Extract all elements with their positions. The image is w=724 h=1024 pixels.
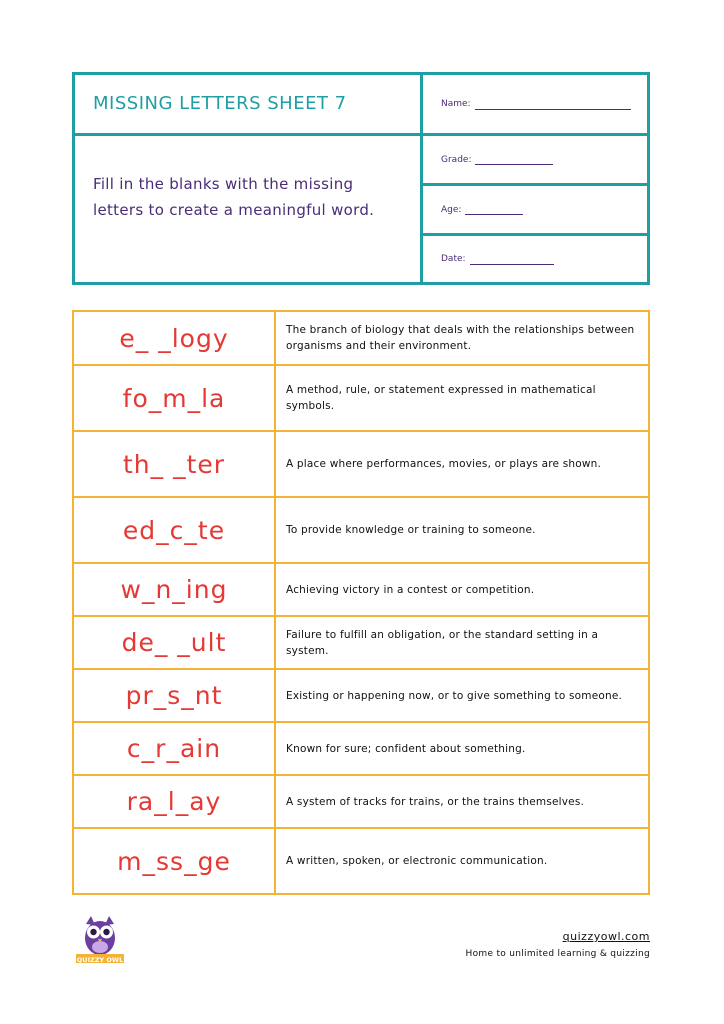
footer-brand (466, 930, 651, 959)
grade-blank[interactable] (475, 154, 553, 165)
table-row (74, 312, 648, 366)
table-row (74, 617, 648, 670)
missing-letter-word[interactable]: m_ss_ge (74, 829, 276, 893)
missing-letter-word[interactable]: pr_s_nt (74, 670, 276, 721)
table-row (74, 776, 648, 829)
worksheet-header (72, 72, 650, 285)
logo-text: QUIZZY OWL (76, 956, 124, 964)
age-field[interactable] (423, 186, 647, 236)
grade-label: Grade: (441, 154, 472, 165)
word-definition: The branch of biology that deals with the relationships between organisms and their environment. (286, 324, 635, 352)
table-row (74, 498, 648, 564)
age-blank[interactable] (465, 204, 523, 215)
logo-wordmark (76, 954, 124, 964)
word-definition: Failure to fulfill an obligation, or the standard setting in a system. (286, 628, 599, 657)
missing-letter-word[interactable]: w_n_ing (74, 564, 276, 615)
instructions: Fill in the blanks with the missing letters to create a meaningful word. (93, 175, 375, 219)
missing-letter-word[interactable]: ra_l_ay (74, 776, 276, 827)
word-definition: A system of tracks for trains, or the trains themselves. (286, 795, 585, 808)
missing-letter-word[interactable]: de_ _ult (74, 617, 276, 668)
word-definition: Achieving victory in a contest or competition. (286, 583, 535, 596)
age-label: Age: (441, 204, 462, 215)
date-blank[interactable] (470, 254, 554, 265)
missing-letter-word[interactable]: c_r_ain (74, 723, 276, 774)
missing-letter-word[interactable]: ed_c_te (74, 498, 276, 562)
missing-letter-word[interactable]: fo_m_la (74, 366, 276, 430)
table-row (74, 432, 648, 498)
missing-letter-word[interactable]: th_ _ter (74, 432, 276, 496)
table-row (74, 829, 648, 893)
name-label: Name: (441, 99, 471, 109)
missing-letter-word[interactable]: e_ _logy (74, 312, 276, 364)
word-definition: Existing or happening now, or to give something to someone. (286, 689, 623, 702)
name-blank[interactable] (475, 99, 631, 110)
site-link[interactable]: quizzyowl.com (562, 930, 650, 943)
word-definition: To provide knowledge or training to someone. (286, 524, 536, 536)
date-label: Date: (441, 254, 466, 264)
word-table (72, 310, 650, 895)
word-definition: Known for sure; confident about something. (286, 742, 526, 755)
student-info-panel (423, 75, 647, 282)
table-row (74, 723, 648, 776)
grade-field[interactable] (423, 136, 647, 186)
header-left-panel (75, 75, 423, 282)
worksheet-title: MISSING LETTERS SHEET 7 (75, 75, 420, 136)
word-definition: A place where performances, movies, or plays are shown. (286, 458, 602, 470)
name-field[interactable] (423, 75, 647, 136)
table-row (74, 564, 648, 617)
table-row (74, 366, 648, 432)
date-field[interactable] (423, 236, 647, 282)
tagline: Home to unlimited learning & quizzing (465, 949, 650, 959)
word-definition: A method, rule, or statement expressed in mathematical symbols. (286, 384, 596, 412)
word-definition: A written, spoken, or electronic communication. (286, 855, 548, 867)
table-row (74, 670, 648, 723)
